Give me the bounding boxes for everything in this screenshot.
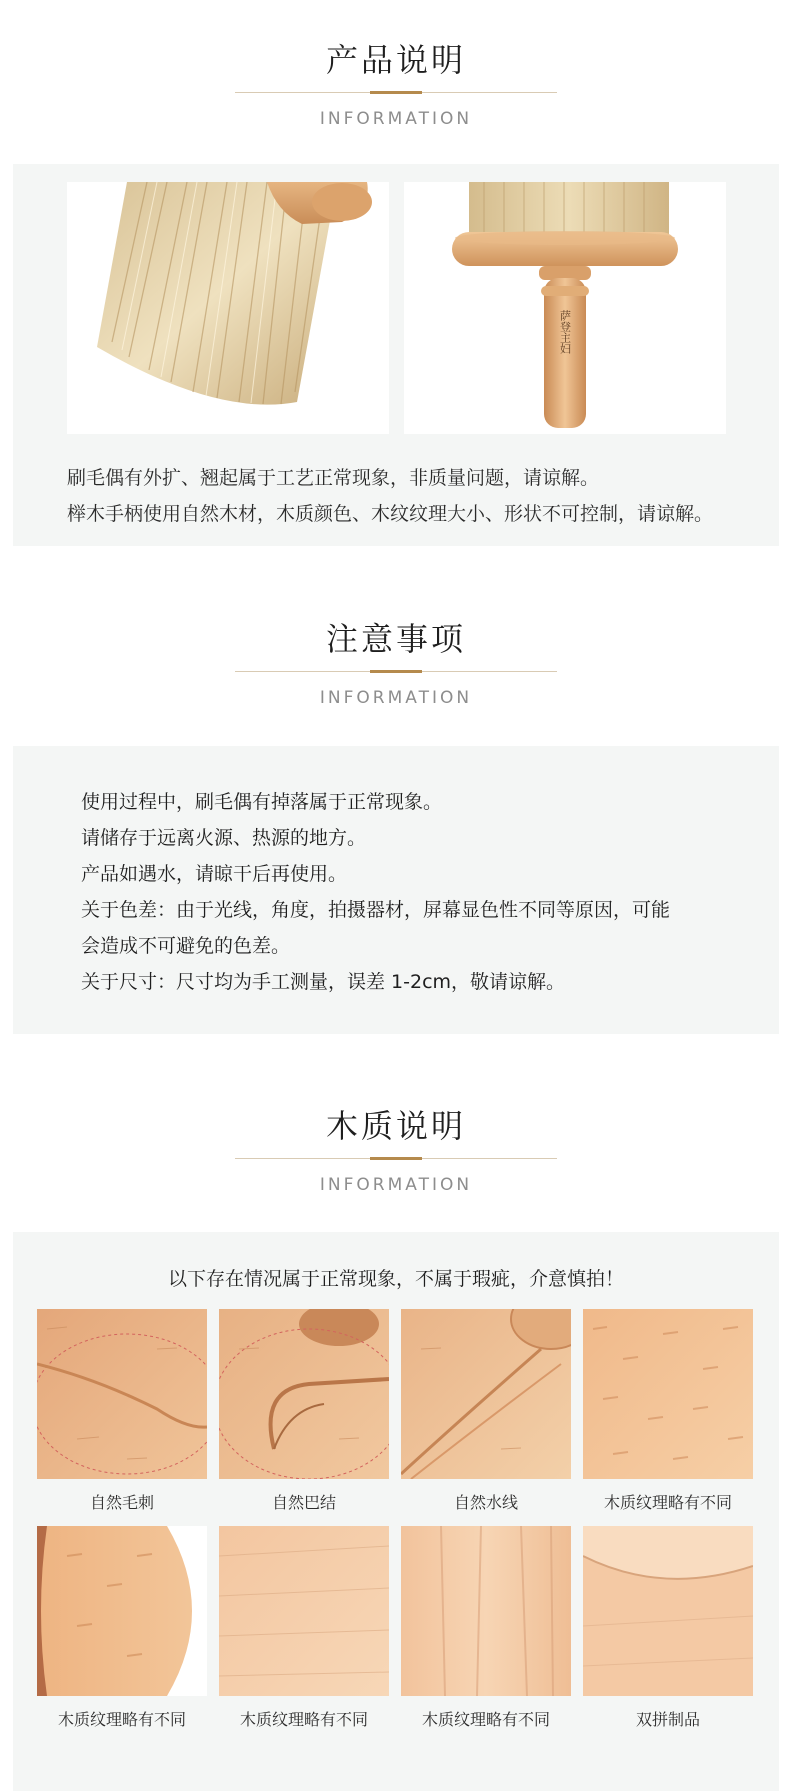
wood-section-subtitle: INFORMATION [319, 1175, 473, 1195]
wood-section-header [0, 1107, 792, 1195]
product-note-2: 榉木手柄使用自然木材，木质颜色、木纹纹理大小、形状不可控制，请谅解。 [67, 503, 714, 525]
notice-item: 会造成不可避免的色差。 [81, 935, 291, 957]
header-divider-accent [370, 1157, 422, 1160]
wood-sample-caption: 木质纹理略有不同 [239, 1710, 368, 1729]
notice-item: 关于色差：由于光线，角度，拍摄器材，屏幕显色性不同等原因，可能 [81, 899, 671, 921]
wood-sample-caption: 自然巴结 [271, 1493, 336, 1512]
header-divider-accent [370, 670, 422, 673]
wood-sample-image [37, 1526, 207, 1696]
notice-item: 使用过程中，刷毛偶有掉落属于正常现象。 [81, 791, 443, 813]
notice-panel [13, 746, 779, 1034]
wood-panel [13, 1232, 779, 1791]
product-section-header [0, 41, 792, 129]
product-note-1: 刷毛偶有外扩、翘起属于工艺正常现象，非质量问题，请谅解。 [67, 467, 600, 489]
product-section-title: 产品说明 [325, 41, 466, 79]
product-panel [13, 164, 779, 546]
notice-section-header [0, 620, 792, 708]
wood-sample-caption: 双拼制品 [635, 1710, 700, 1729]
wood-sample-caption: 木质纹理略有不同 [421, 1710, 550, 1729]
header-divider-accent [370, 91, 422, 94]
notice-list [81, 784, 731, 1000]
wood-sample-caption: 木质纹理略有不同 [603, 1493, 732, 1512]
wood-sample-image [37, 1309, 207, 1479]
brush-handle-image [404, 182, 726, 434]
product-notes [67, 460, 713, 532]
notice-section-subtitle: INFORMATION [319, 688, 473, 708]
bristle-closeup-image [67, 182, 389, 434]
notice-section-title: 注意事项 [325, 620, 466, 658]
wood-sample-image [401, 1526, 571, 1696]
wood-section-title: 木质说明 [325, 1107, 466, 1145]
wood-sample-image [583, 1526, 753, 1696]
product-section-subtitle: INFORMATION [319, 109, 473, 129]
wood-sample-image [219, 1526, 389, 1696]
wood-sample-caption: 木质纹理略有不同 [57, 1710, 186, 1729]
notice-item: 关于尺寸：尺寸均为手工测量，误差 1-2cm，敬请谅解。 [81, 971, 566, 993]
wood-sample-image [583, 1309, 753, 1479]
notice-item: 请储存于远离火源、热源的地方。 [81, 827, 367, 849]
brush-logo-text: 萨登主妇 [558, 310, 572, 354]
wood-sample-caption: 自然水线 [453, 1493, 518, 1512]
header-divider [235, 1158, 557, 1159]
wood-sample-caption: 自然毛刺 [89, 1493, 154, 1512]
wood-intro-text: 以下存在情况属于正常现象，不属于瑕疵，介意慎拍！ [167, 1268, 624, 1290]
header-divider [235, 671, 557, 672]
wood-sample-image [219, 1309, 389, 1479]
header-divider [235, 92, 557, 93]
notice-item: 产品如遇水，请晾干后再使用。 [81, 863, 348, 885]
wood-sample-image [401, 1309, 571, 1479]
